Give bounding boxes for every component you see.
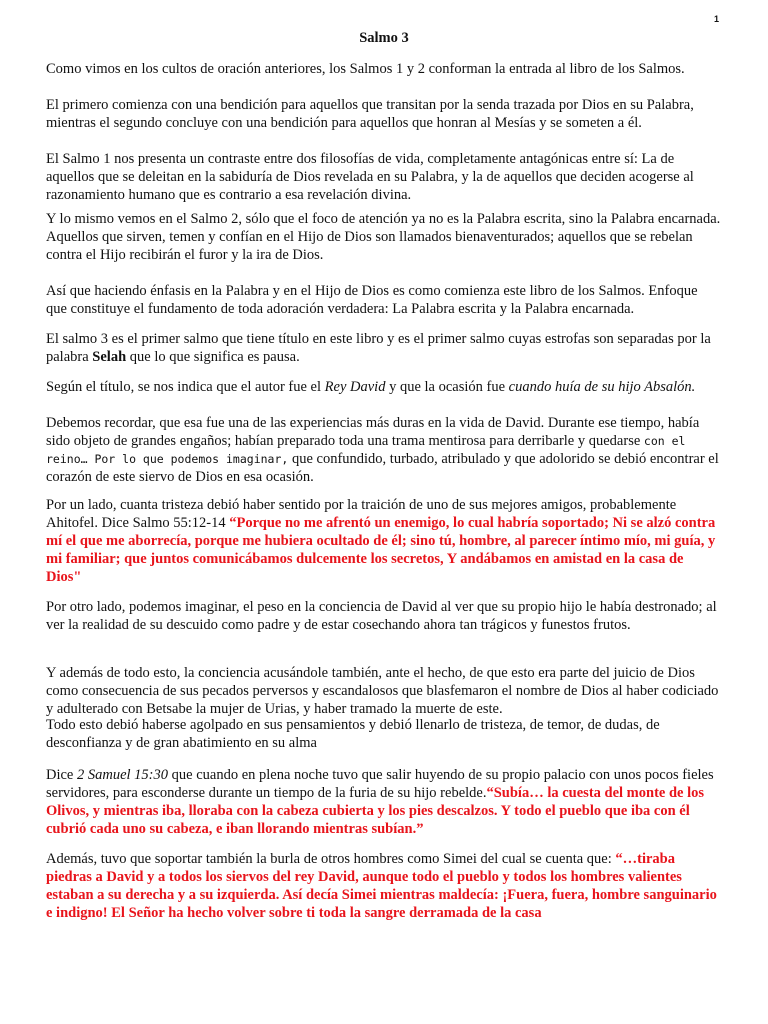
paragraph-14-text: Además, tuvo que soportar también la burla de otros hombres como Simei del cual se cuenta que: xyxy=(46,851,616,867)
paragraph-9 xyxy=(46,496,722,586)
paragraph-2: El primero comienza con una bendición para aquellos que transitan por la senda trazada por Dios en su Palabra, mientras el segundo concluye con una bendición para aquellos que honran al Mesías y se someten a él. xyxy=(46,97,694,131)
paragraph-14 xyxy=(46,850,722,922)
paragraph-13-mid: que cuando en plena noche tuvo que salir huyendo de su propio palacio con unos pocos fieles servidores, para esconderse durante un tiempo de la furia de su hijo rebelde. xyxy=(46,767,714,801)
paragraph-4: Y lo mismo vemos en el Salmo 2, sólo que el foco de atención ya no es la Palabra escrita, sino la Palabra encarnada. Aquellos que sirven, temen y confían en el Hijo de Dios son llamados bienaventurados; aquellos que se rebelan contra el Hijo recibirán el furor y la ira de Dios. xyxy=(46,211,721,263)
paragraph-12: Todo esto debió haberse agolpado en sus pensamientos y debió llenarlo de tristeza, de temor, de dudas, de desconfianza y de gran abatimiento en su alma xyxy=(46,717,660,751)
paragraph-13 xyxy=(46,766,722,838)
page-number: 1 xyxy=(714,14,720,24)
paragraph-8-mono: con el reino… Por lo que podemos imaginar, xyxy=(46,434,686,466)
paragraph-8-text: Debemos recordar, que esa fue una de las experiencias más duras en la vida de David. Durante ese tiempo, había sido objeto de grandes engaños; habían preparado toda una trama mentirosa para derribarle y quedarse xyxy=(46,415,700,449)
paragraph-8-tail: que confundido, turbado, atribulado y que adolorido se debió encontrar el corazón de este siervo de Dios en esa ocasión. xyxy=(46,451,719,485)
samuel-reference: 2 Samuel 15:30 xyxy=(77,767,169,783)
paragraph-3: El Salmo 1 nos presenta un contraste entre dos filosofías de vida, completamente antagónicas entre sí: La de aquellos que se deleitan en la sabiduría de Dios revelada en su Palabra, y la de aquellos que deciden acogerse al razonamiento humano que es contrario a esa revelación divina. xyxy=(46,151,694,203)
paragraph-5: Así que haciendo énfasis en la Palabra y en el Hijo de Dios es como comienza este libro de los Salmos. Enfoque que constituye el fundamento de toda adoración verdadera: La Palabra escrita y la Palabra encarnada. xyxy=(46,283,698,317)
paragraph-6-tail: que lo que significa es pausa. xyxy=(126,349,300,365)
paragraph-7-text: Según el título, se nos indica que el autor fue el xyxy=(46,379,325,395)
paragraph-13-text: Dice xyxy=(46,767,77,783)
psalm-55-quote: “Porque no me afrentó un enemigo, lo cual habría soportado; Ni se alzó contra mí el que me aborrecía, porque me hubiera ocultado de él; sino tú, hombre, al parecer íntimo mío, mi guía, y mi familiar; que juntos comunicábamos dulcemente los secretos, Y andábamos en amistad en la casa de Dios" xyxy=(46,515,716,585)
author-name: Rey David xyxy=(324,379,386,395)
selah-term: Selah xyxy=(92,349,127,365)
occasion-text: cuando huía de su hijo Absalón. xyxy=(508,379,696,395)
paragraph-6-text: El salmo 3 es el primer salmo que tiene título en este libro y es el primer salmo cuyas estrofas son separadas por la palabra xyxy=(46,331,711,365)
simei-quote: “…tiraba piedras a David y a todos los siervos del rey David, aunque todo el pueblo y todos los hombres valientes estaban a su derecha y a su izquierda. Así decía Simei mientras maldecía: ¡Fuera, fuera, hombre sanguinario e indigno! El Señor ha hecho volver sobre ti toda la sangre derramada de la casa xyxy=(46,851,717,921)
paragraph-7-mid: y que la ocasión fue xyxy=(385,379,509,395)
page-title: Salmo 3 xyxy=(359,30,409,46)
paragraph-1: Como vimos en los cultos de oración anteriores, los Salmos 1 y 2 conforman la entrada al libro de los Salmos. xyxy=(46,61,685,77)
paragraph-6 xyxy=(46,330,722,366)
paragraph-8 xyxy=(46,414,722,486)
paragraph-10: Por otro lado, podemos imaginar, el peso en la conciencia de David al ver que su propio hijo le había destronado; al ver la realidad de su descuido como padre y de estar cosechando ahora tan trágicos y funestos frutos. xyxy=(46,599,717,633)
paragraph-11: Y además de todo esto, la conciencia acusándole también, ante el hecho, de que esto era parte del juicio de Dios como consecuencia de sus pecados perversos y escandalosos que blasfemaron el nombre de Dios al haber codiciado y adulterado con Betsabe la mujer de Urias, y haber tramado la muerte de este. xyxy=(46,665,719,717)
samuel-quote: “Subía… la cuesta del monte de los Olivos, y mientras iba, lloraba con la cabeza cubierta y los pies descalzos. Y todo el pueblo que iba con él cubrió cada uno su cabeza, e iban llorando mientras subían.” xyxy=(46,785,704,837)
paragraph-7 xyxy=(46,378,722,396)
paragraph-9-text: Por un lado, cuanta tristeza debió haber sentido por la traición de uno de sus mejores amigos, probablemente Ahitofel. Dice Salmo 55:12-14 xyxy=(46,497,677,531)
